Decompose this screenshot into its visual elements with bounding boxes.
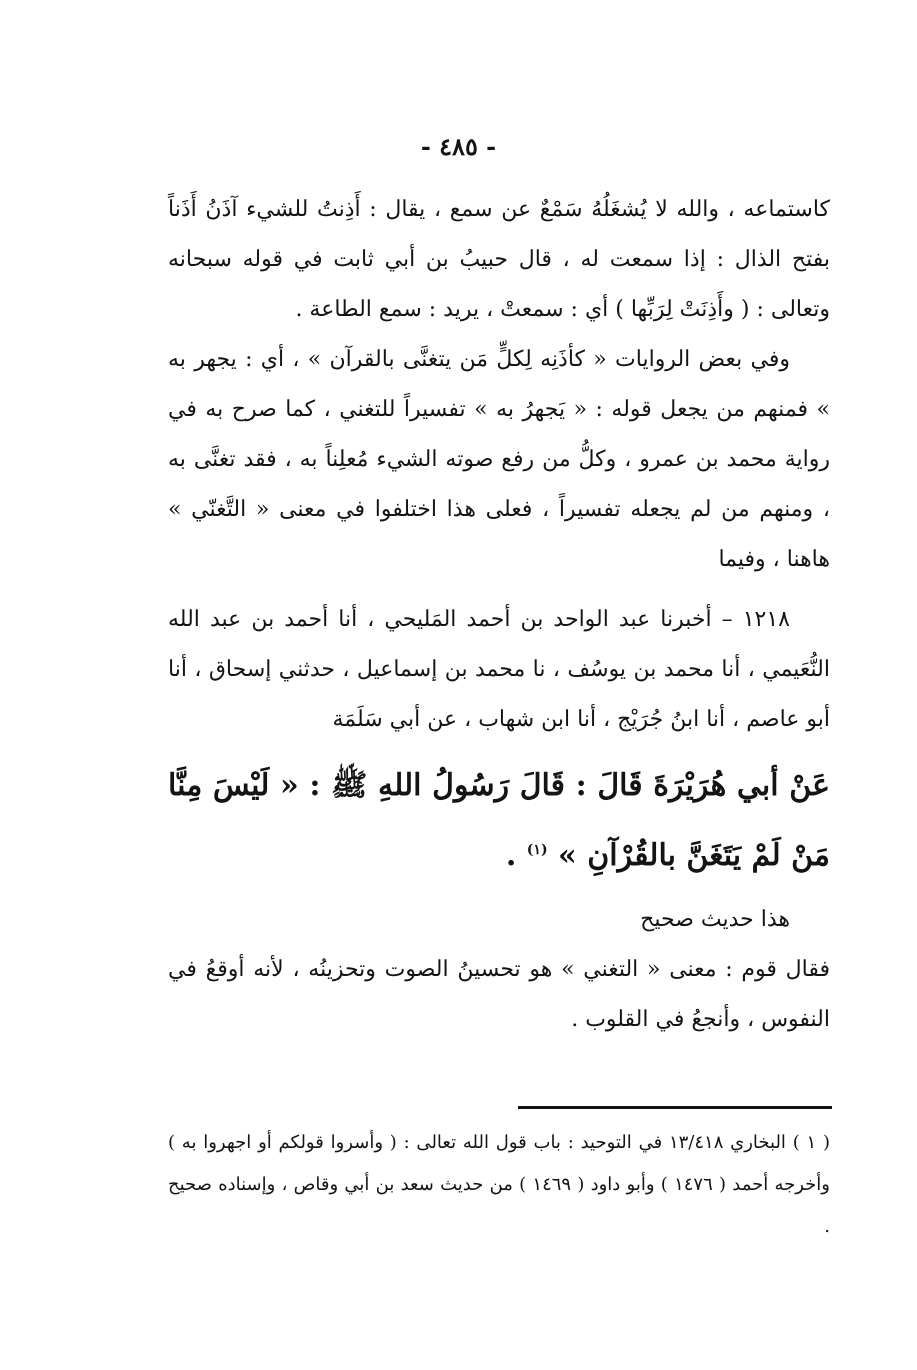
- paragraph-meaning: فقال قوم : معنى « التغني » هو تحسينُ الصوت وتحزينُه ، لأنه أوقعُ في النفوس ، وأنجعُ في القلوب .: [168, 957, 830, 1032]
- hadith-grade: هذا حديث صحيح: [640, 907, 790, 932]
- footnote-1: ( ١ ) البخاري ١٣/٤١٨ في التوحيد : باب قول الله تعالى : ( وأسروا قولكم أو اجهروا به ) وأخرجه أحمد ( ١٤٧٦ ) وأبو داود ( ١٤٦٩ ) من حديث سعد بن أبي وقاص ، وإسناده صحيح .: [168, 1132, 831, 1237]
- hadith-chain: [168, 595, 830, 745]
- footnote-marker: (١): [526, 842, 548, 858]
- hadith-end-mark: .: [505, 838, 517, 873]
- paragraph-narrations: وفي بعض الروايات « كأذَنِه لِكلٍّ مَن يتغنَّى بالقرآن » ، أي : يجهر به » فمنهم من يجعل قوله : « يَجهرُ به » تفسيراً للتغني ، كما صرح به في رواية محمد بن عمرو ، وكلُّ من رفع صوته الشيء مُعلِناً به ، فقد تغنَّى به ، ومنهم من لم يجعله تفسيراً ، فعلى هذا اختلفوا في معنى « التَّغنّي » هاهنا ، وفيما: [168, 347, 830, 572]
- hadith-isnad: أخبرنا عبد الواحد بن أحمد المَليحي ، أنا أحمد بن عبد الله النُّعَيمي ، أنا محمد بن يوسُف ، نا محمد بن إسماعيل ، حدثني إسحاق ، أنا أبو عاصم ، أنا ابنُ جُرَيْج ، أنا ابن شهاب ، عن أبي سَلَمَة: [168, 607, 830, 732]
- hadith-matn: عَنْ أبي هُرَيْرَةَ قَالَ : قَالَ رَسُولُ اللهِ ﷺ : « لَيْسَ مِنَّا مَنْ لَمْ يَتَغَنَّ بالقُرْآنِ »: [168, 768, 830, 873]
- main-text: [168, 185, 830, 1045]
- paragraph-explanation: كاستماعه ، والله لا يُشغَلُهُ سَمْعٌ عن سمع ، يقال : أَذِنتُ للشيء آذَنُ أَذَناً بفتح الذال : إذا سمعت له ، قال حبيبُ بن أبي ثابت في قوله سبحانه وتعالى : ( وأَذِنَتْ لِرَبِّها ) أي : سمعتْ ، يريد : سمع الطاعة .: [168, 197, 830, 322]
- page-number: - ٤٨٥ -: [420, 132, 497, 161]
- hadith-number: ١٢١٨ –: [721, 607, 790, 632]
- footnote-divider: [518, 1106, 832, 1109]
- footnotes: [168, 1122, 830, 1248]
- hadith-text: [168, 751, 830, 891]
